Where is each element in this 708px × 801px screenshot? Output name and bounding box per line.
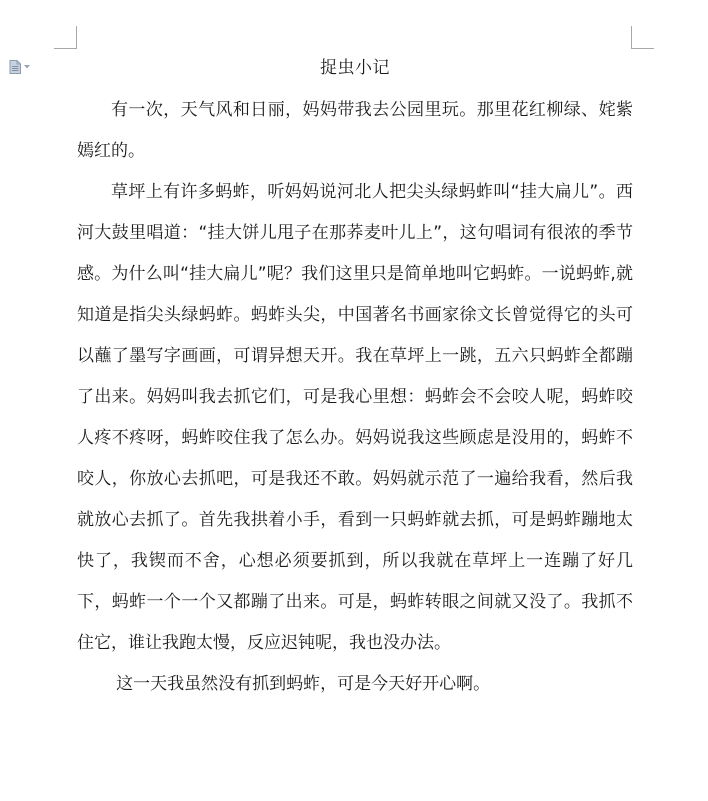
paragraph-3: 这一天我虽然没有抓到蚂蚱，可是今天好开心啊。	[116, 674, 491, 694]
crop-mark-top-right	[631, 26, 654, 49]
paragraph-1: 有一次，天气风和日丽，妈妈带我去公园里玩。那里花红柳绿、姹紫嫣红的。	[77, 100, 633, 161]
crop-mark-top-left	[54, 26, 77, 49]
paragraph-2: 草坪上有许多蚂蚱，听妈妈说河北人把尖头绿蚂蚱叫“挂大扁儿”。西河大鼓里唱道：“挂大饼儿甩子在那荞麦叶儿上”，这句唱词有很浓的季节感。为什么叫“挂大扁儿”呢？我们这里只是简单地叫它蚂蚱。一说蚂蚱,就知道是指尖头绿蚂蚱。蚂蚱头尖，中国著名书画家徐文长曾觉得它的头可以蘸了墨写字画画，可谓异想天开。我在草坪上一跳，五六只蚂蚱全都蹦了出来。妈妈叫我去抓它们，可是我心里想：蚂蚱会不会咬人呢，蚂蚱咬人疼不疼呀，蚂蚱咬住我了怎么办。妈妈说我这些顾虑是没用的，蚂蚱不咬人，你放心去抓吧，可是我还不敢。妈妈就示范了一遍给我看，然后我就放心去抓了。首先我拱着小手，看到一只蚂蚱就去抓，可是蚂蚱蹦地太快了，我锲而不舍，心想必须要抓到，所以我就在草坪上一连蹦了好几下，蚂蚱一个一个又都蹦了出来。可是，蚂蚱转眼之间就又没了。我抓不住它，谁让我跑太慢，反应迟钝呢，我也没办法。	[77, 182, 633, 653]
document-title: 捉虫小记	[320, 58, 390, 78]
document-icon	[9, 60, 21, 74]
paragraph-options-button[interactable]	[9, 60, 37, 74]
document-body	[77, 50, 633, 705]
caret-down-icon	[24, 65, 30, 69]
